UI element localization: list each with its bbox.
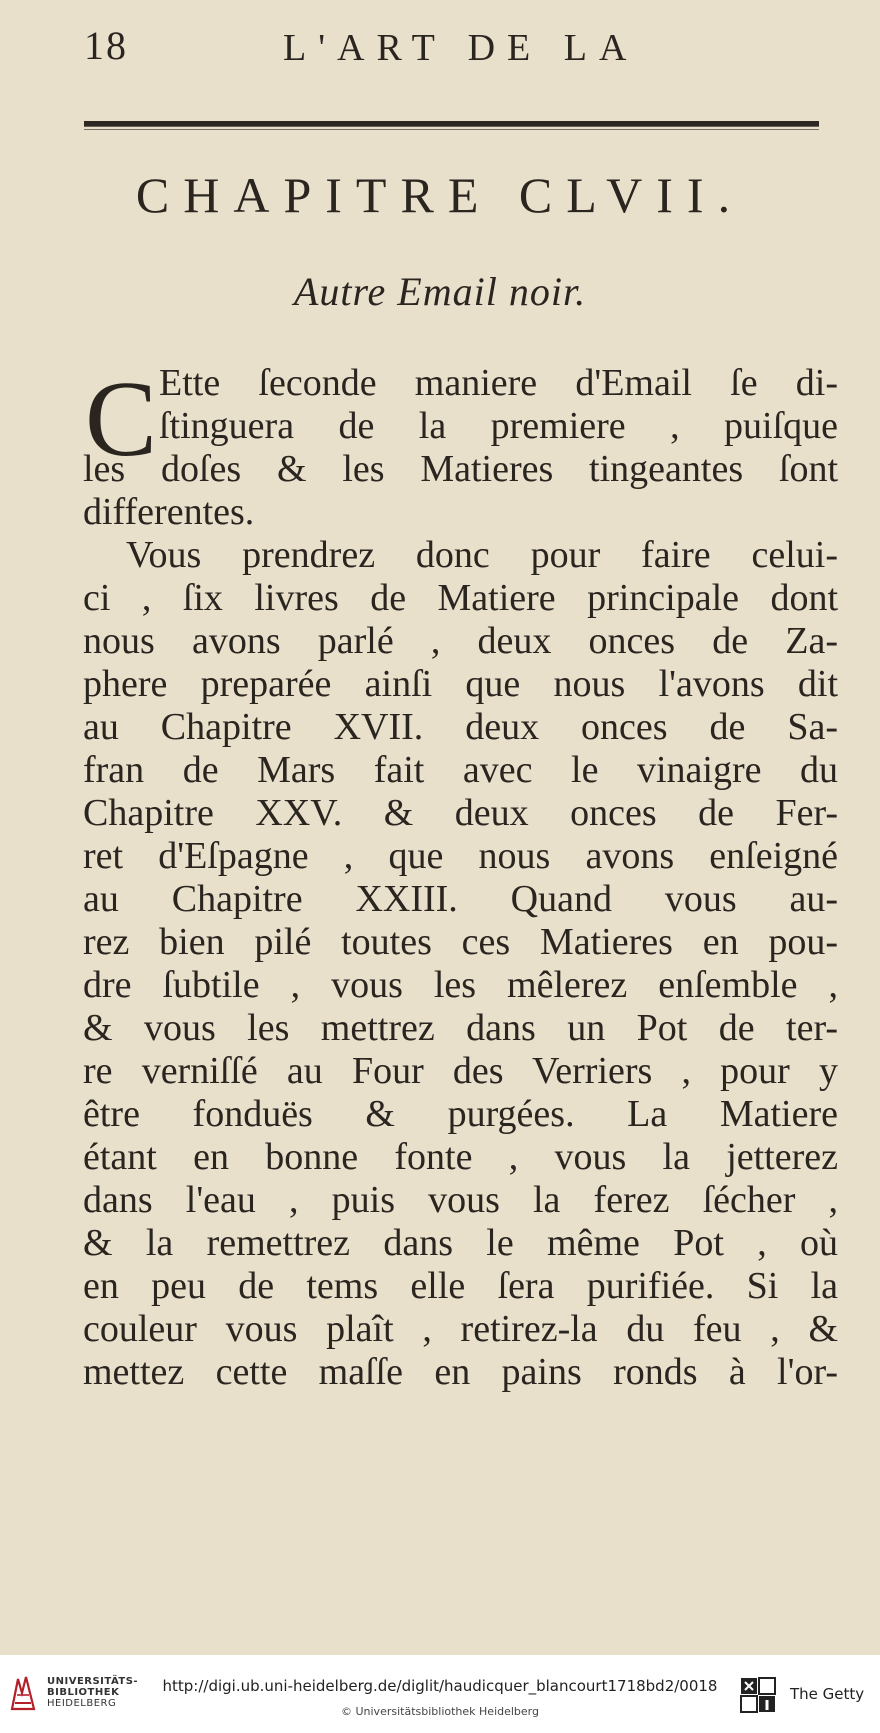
text-line: étant en bonne fonte , vous la jetterez <box>83 1136 838 1178</box>
text-line: en peu de tems elle ſera purifiée. Si la <box>83 1265 838 1307</box>
text-line: au Chapitre XVII. deux onces de Sa- <box>83 706 838 748</box>
text-line: re verniſſé au Four des Verriers , pour y <box>83 1050 838 1092</box>
text-line: couleur vous plaît , retirez-la du feu , & <box>83 1308 838 1350</box>
text-line: être fonduës & purgées. La Matiere <box>83 1093 838 1135</box>
drop-cap: C <box>85 360 158 479</box>
text-line: Ette ſeconde maniere d'Email ſe di- <box>159 362 838 404</box>
body-text <box>83 362 838 1394</box>
library-name-line: UNIVERSITÄTS- <box>47 1676 139 1687</box>
partner-name: The Getty <box>790 1685 865 1703</box>
text-line: differentes. <box>83 491 255 533</box>
text-line: phere preparée ainſi que nous l'avons dit <box>83 663 838 705</box>
header-rule <box>84 121 819 127</box>
text-line: nous avons parlé , deux onces de Za- <box>83 620 838 662</box>
text-line: au Chapitre XXIII. Quand vous au- <box>83 878 838 920</box>
page-number: 18 <box>84 23 128 68</box>
getty-logo-icon <box>740 1677 776 1713</box>
text-line: dans l'eau , puis vous la ferez ſécher , <box>83 1179 838 1221</box>
text-line: les doſes & les Matieres tingeantes ſont <box>83 448 838 490</box>
footer <box>0 1655 880 1733</box>
text-line: dre ſubtile , vous les mêlerez enſemble , <box>83 964 838 1006</box>
chapter-subtitle: Autre Email noir. <box>293 269 587 314</box>
text-line: mettez cette maſſe en pains ronds à l'or- <box>83 1351 838 1393</box>
running-title: L'ART DE LA <box>283 27 639 69</box>
text-line: ret d'Eſpagne , que nous avons enſeigné <box>83 835 838 877</box>
running-head <box>78 22 820 82</box>
text-line: & la remettrez dans le même Pot , où <box>83 1222 838 1264</box>
permalink-url[interactable]: http://digi.ub.uni-heidelberg.de/diglit/haudicquer_blancourt1718bd2/0018 <box>162 1677 718 1695</box>
chapter-title: CHAPITRE CLVII. <box>135 167 745 223</box>
copyright-notice: © Universitätsbibliothek Heidelberg <box>340 1705 539 1718</box>
text-line: rez bien pilé toutes ces Matieres en pou- <box>83 921 838 963</box>
text-line: fran de Mars fait avec le vinaigre du <box>83 749 838 791</box>
text-line: ſtinguera de la premiere , puiſque <box>159 405 838 447</box>
library-name-line: BIBLIOTHEK <box>47 1687 120 1698</box>
header-rule-thin <box>84 129 819 130</box>
text-line: & vous les mettrez dans un Pot de ter- <box>83 1007 838 1049</box>
text-line: ci , ſix livres de Matiere principale dont <box>83 577 838 619</box>
library-name-line: HEIDELBERG <box>47 1698 117 1709</box>
text-line: Chapitre XXV. & deux onces de Fer- <box>83 792 838 834</box>
text-line: Vous prendrez donc pour faire celui- <box>126 534 838 576</box>
